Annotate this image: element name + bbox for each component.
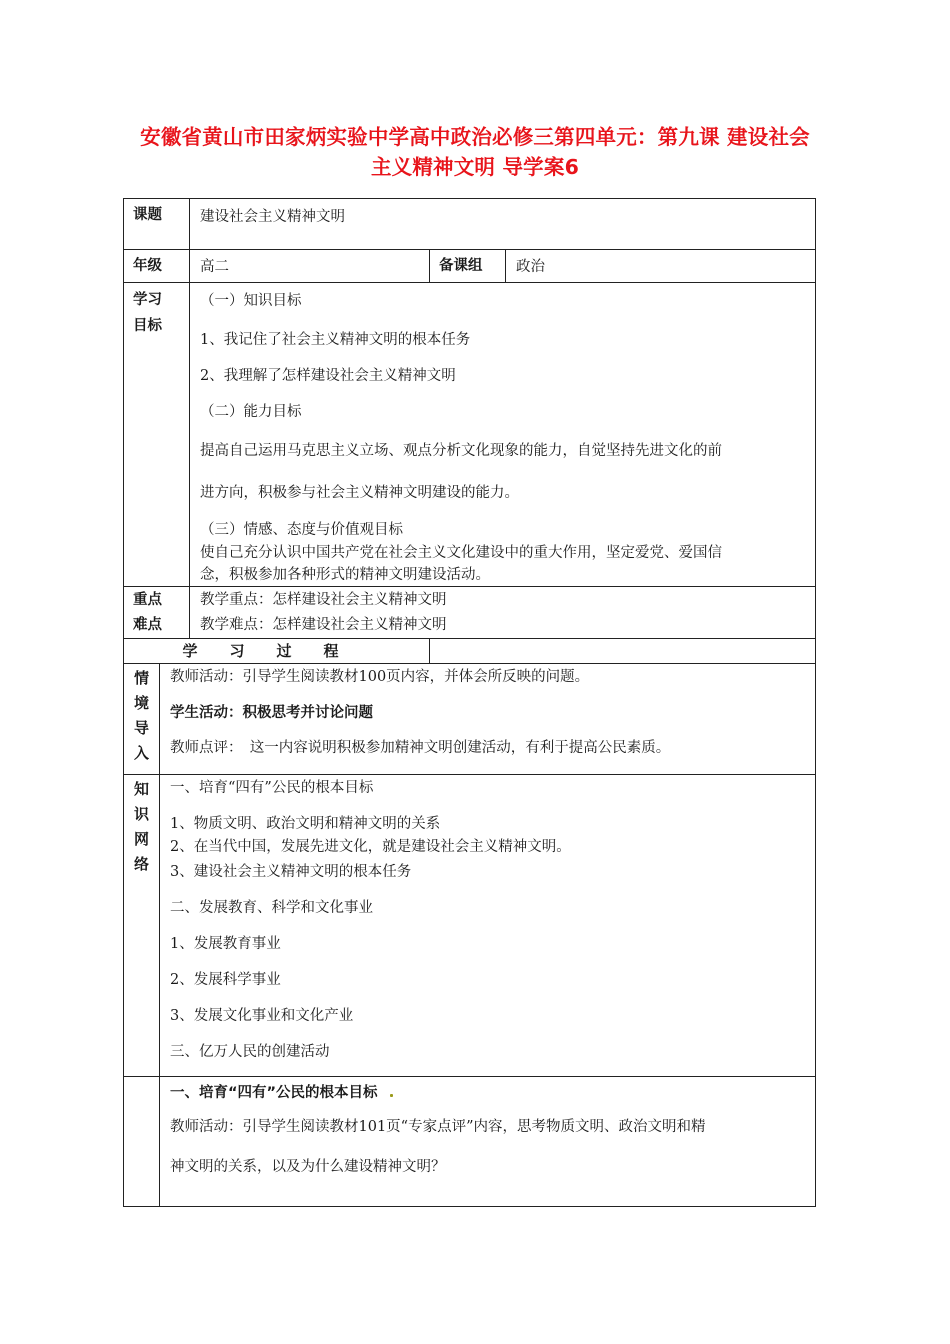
network-item: 三、亿万人民的创建活动 — [170, 1044, 330, 1060]
key-points-content — [190, 587, 816, 639]
network-label: 知 识 网 络 — [124, 775, 160, 1077]
section-one-line: 教师活动：引导学生阅读教材101页“专家点评”内容，思考物质文明、政治文明和精 — [170, 1119, 706, 1135]
grade-row — [124, 250, 816, 283]
intro-student-activity: 学生活动：积极思考并讨论问题 — [170, 705, 373, 721]
goal-knowledge-2: 2、我理解了怎样建设社会主义精神文明 — [200, 368, 456, 384]
goal-ability-2: 进方向，积极参与社会主义精神文明建设的能力。 — [200, 485, 519, 501]
topic-row — [124, 199, 816, 250]
goals-content — [190, 283, 816, 587]
goal-knowledge-1: 1、我记住了社会主义精神文明的根本任务 — [200, 332, 471, 348]
goal-emotion-2: 念，积极参加各种形式的精神文明建设活动。 — [200, 567, 490, 583]
document-title: 安徽省黄山市田家炳实验中学高中政治必修三第四单元：第九课 建设社会主义精神文明 导学案6 — [140, 125, 810, 179]
group-value: 政治 — [506, 250, 816, 283]
process-header-row — [124, 639, 816, 664]
goal-heading-emotion: （三）情感、态度与价值观目标 — [200, 522, 403, 538]
key-point-focus: 教学重点：怎样建设社会主义精神文明 — [200, 592, 447, 608]
network-content — [160, 775, 816, 1077]
key-points-row — [124, 587, 816, 639]
intro-row — [124, 664, 816, 775]
network-item: 二、发展教育、科学和文化事业 — [170, 900, 373, 916]
goal-ability-1: 提高自己运用马克思主义立场、观点分析文化现象的能力，自觉坚持先进文化的前 — [200, 443, 722, 459]
intro-content — [160, 664, 816, 775]
grade-label: 年级 — [124, 250, 190, 283]
key-label: 重点 难点 — [124, 587, 190, 639]
network-item: 一、培育“四有”公民的根本目标 — [170, 780, 374, 796]
network-item: 2、在当代中国，发展先进文化，就是建设社会主义精神文明。 — [170, 839, 571, 855]
process-header: 学习过程 — [124, 639, 430, 664]
goals-label: 学习 目标 — [124, 283, 190, 587]
grade-value: 高二 — [190, 250, 430, 283]
network-item: 2、发展科学事业 — [170, 972, 281, 988]
section-one-content — [160, 1077, 816, 1207]
network-item: 1、物质文明、政治文明和精神文明的关系 — [170, 816, 441, 832]
section-one-row — [124, 1077, 816, 1207]
goal-emotion-1: 使自己充分认识中国共产党在社会主义文化建设中的重大作用，坚定爱党、爱国信 — [200, 545, 722, 561]
section-one-line: 神文明的关系，以及为什么建设精神文明？ — [170, 1159, 446, 1175]
topic-value: 建设社会主义精神文明 — [200, 209, 345, 225]
intro-teacher-comment: 教师点评： 这一内容说明积极参加精神文明创建活动，有利于提高公民素质。 — [170, 740, 671, 756]
goal-heading-knowledge: （一）知识目标 — [200, 293, 302, 309]
key-point-difficulty: 教学难点：怎样建设社会主义精神文明 — [200, 617, 447, 633]
network-item: 3、发展文化事业和文化产业 — [170, 1008, 354, 1024]
network-item: 1、发展教育事业 — [170, 936, 281, 952]
knowledge-network-row — [124, 775, 816, 1077]
section-one-heading: 一、培育“四有”公民的根本目标 — [170, 1085, 378, 1101]
goals-row — [124, 283, 816, 587]
marker-dot — [390, 1094, 393, 1097]
goal-heading-ability: （二）能力目标 — [200, 404, 302, 420]
topic-label: 课题 — [124, 199, 190, 250]
intro-teacher-activity: 教师活动：引导学生阅读教材100页内容，并体会所反映的问题。 — [170, 669, 590, 685]
lesson-plan-table — [123, 198, 816, 1207]
network-item: 3、建设社会主义精神文明的根本任务 — [170, 864, 412, 880]
group-label: 备课组 — [430, 250, 506, 283]
intro-label: 情 境 导 入 — [124, 664, 160, 775]
